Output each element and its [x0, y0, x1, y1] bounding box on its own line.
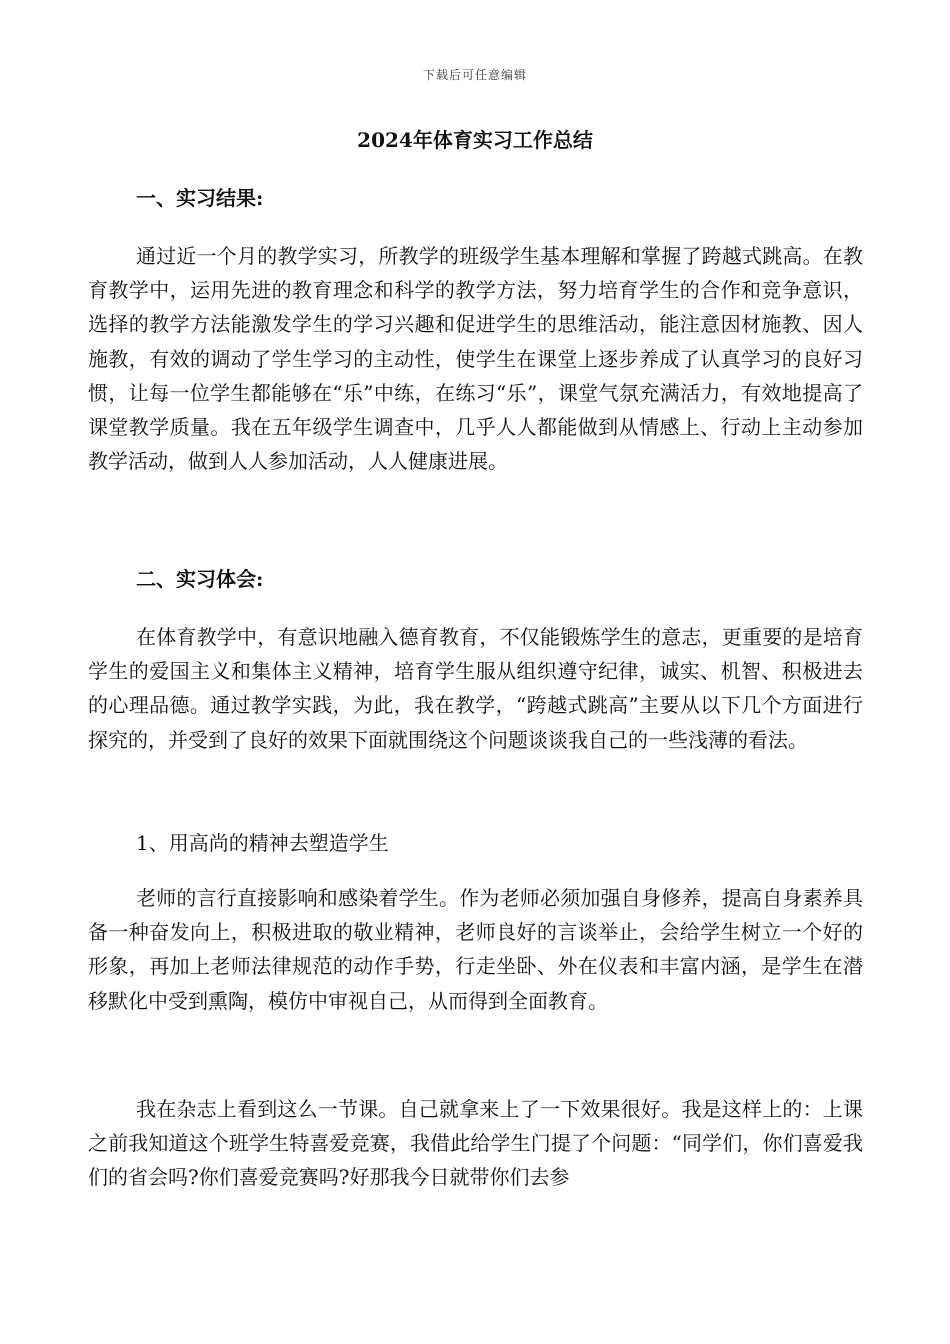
paragraph-teacher-conduct: 老师的言行直接影响和感染着学生。作为老师必须加强自身修养，提高自身素养具备一种奋发向上，积极进取的敬业精神，老师良好的言谈举止，会给学生树立一个好的形象，再加上老师法律规范的动作手势，行走坐卧、外在仪表和丰富内涵，是学生在潜移默化中受到熏陶，模仿中审视自己，从而得到全面教育。 [88, 886, 863, 1013]
paragraph-experience: 在体育教学中，有意识地融入德育教育，不仅能锻炼学生的意志，更重要的是培育学生的爱国主义和集体主义精神，培育学生服从组织遵守纪律，诚实、机智、积极进去的心理品德。通过教学实践，为此，我在教学，“跨越式跳高”主要从以下几个方面进行探究的，并受到了良好的效果下面就围绕这个问题谈谈我自己的一些浅薄的看法。 [88, 625, 863, 752]
section-heading-experience: 二、实习体会: [136, 567, 264, 591]
paragraph-results: 通过近一个月的教学实习，所教学的班级学生基本理解和掌握了跨越式跳高。在教育教学中，运用先进的教育理念和科学的教学方法，努力培育学生的合作和竞争意识，选择的教学方法能激发学生的学习兴趣和促进学生的思维活动，能注意因材施教、因人施教，有效的调动了学生学习的主动性，使学生在课堂上逐步养成了认真学习的良好习惯，让每一位学生都能够在“乐”中练，在练习“乐”，课堂气氛充满活力，有效地提高了课堂教学质量。我在五年级学生调查中，几乎人人都能做到从情感上、行动上主动参加教学活动，做到人人参加活动，人人健康进展。 [88, 244, 863, 474]
header-note: 下载后可任意编辑 [422, 68, 527, 82]
subsection-heading-spirit: 1、用高尚的精神去塑造学生 [136, 831, 389, 855]
document-title: 2024年体育实习工作总结 [357, 128, 593, 152]
paragraph-lesson-story: 我在杂志上看到这么一节课。自己就拿来上了一下效果很好。我是这样上的：上课之前我知道这个班学生特喜爱竞赛，我借此给学生门提了个问题：“同学们，你们喜爱我们的省会吗?你们喜爱竞赛吗?好那我今日就带你们去参 [88, 1097, 863, 1190]
section-heading-results: 一、实习结果: [136, 186, 264, 210]
